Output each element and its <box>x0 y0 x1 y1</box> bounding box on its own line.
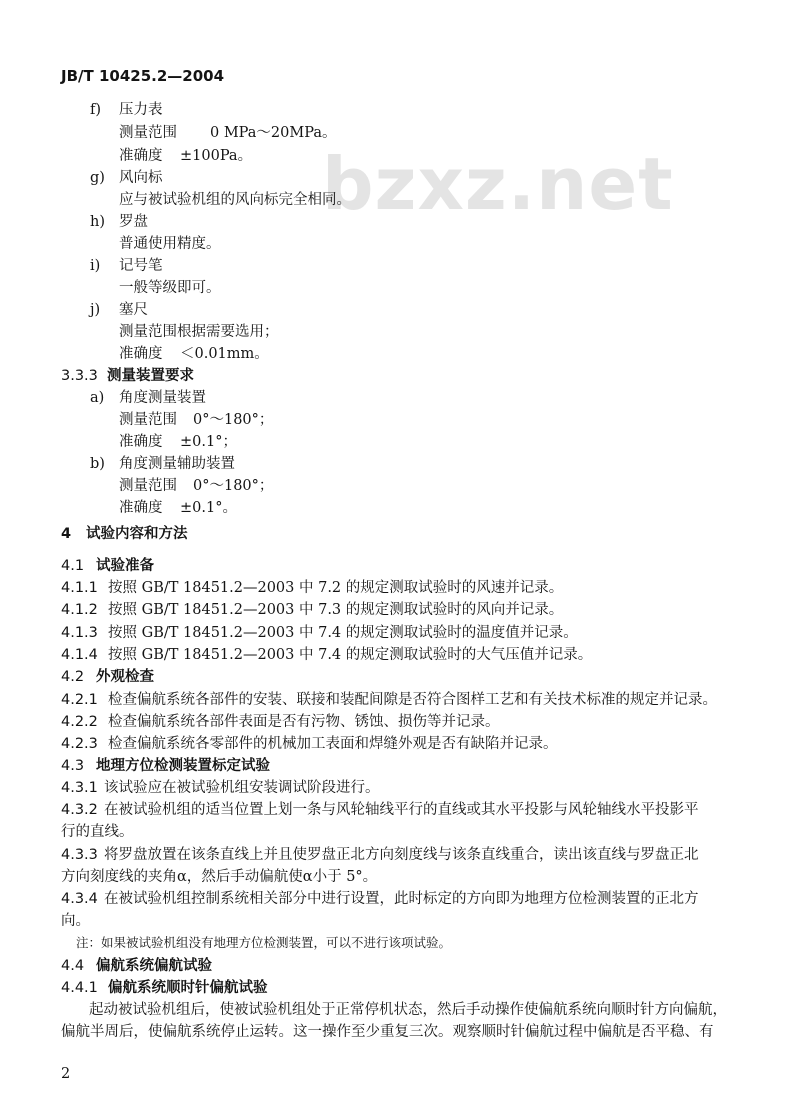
clause-text: 检查偏航系统各部件的安装、联接和装配间隙是否符合图样工艺和有关技术标准的规定并记录。 <box>108 692 717 708</box>
clause-number: 4.1.4 <box>61 647 98 663</box>
list-item-label: g) <box>90 170 105 186</box>
note: 注：如果被试验机组没有地理方位检测装置，可以不进行该项试验。 <box>76 935 452 950</box>
clause-number: 4.2.1 <box>61 692 98 708</box>
list-item-name: 风向标 <box>119 170 163 186</box>
clause-number: 4.1.3 <box>61 625 98 641</box>
list-item-label: i) <box>90 258 101 274</box>
spec-key: 准确度 <box>119 434 163 450</box>
spec-key: 测量范围 <box>119 125 177 141</box>
list-item-label: b) <box>90 456 105 472</box>
clause-text: 按照 GB/T 18451.2—2003 中 7.4 的规定测取试验时的大气压值并记录。 <box>108 647 593 663</box>
spec-text: 一般等级即可。 <box>119 280 221 296</box>
clause-text: 按照 GB/T 18451.2—2003 中 7.4 的规定测取试验时的温度值并记录。 <box>108 625 578 641</box>
clause-number: 4.3.1 <box>61 780 98 796</box>
spec-value: 0 MPa～20MPa。 <box>210 125 337 141</box>
list-item-label: j) <box>90 302 101 318</box>
spec-value: 0°～180°； <box>193 478 274 494</box>
spec-text: 测量范围根据需要选用； <box>119 324 279 340</box>
list-item-name: 罗盘 <box>119 214 148 230</box>
list-item-name: 压力表 <box>119 102 163 118</box>
list-item-name: 塞尺 <box>119 302 148 318</box>
clause-text: 将罗盘放置在该条直线上并且使罗盘正北方向刻度线与该条直线重合，读出该直线与罗盘正北 <box>104 847 699 863</box>
clause-text-continued: 向。 <box>61 913 90 929</box>
page-number: 2 <box>61 1066 71 1082</box>
clause-number: 4.2.3 <box>61 736 98 752</box>
section-title: 偏航系统偏航试验 <box>96 958 212 974</box>
spec-value: ±0.1°。 <box>180 500 237 516</box>
spec-value: 0°～180°； <box>193 412 274 428</box>
clause-number: 4.4.1 <box>61 980 98 996</box>
list-item-name: 角度测量辅助装置 <box>119 456 235 472</box>
clause-number: 4.3.2 <box>61 802 98 818</box>
section-number: 4.3 <box>61 758 85 774</box>
paragraph-line: 偏航半周后，使偏航系统停止运转。这一操作至少重复三次。观察顺时针偏航过程中偏航是否平稳、有 <box>61 1024 714 1040</box>
spec-value: ＜0.01mm。 <box>180 346 269 362</box>
clause-text: 在被试验机组控制系统相关部分中进行设置，此时标定的方向即为地理方位检测装置的正北方 <box>104 891 699 907</box>
list-item-label: a) <box>90 390 105 406</box>
clause-number: 4.3.4 <box>61 891 98 907</box>
list-item-label: h) <box>90 214 105 230</box>
spec-key: 测量范围 <box>119 412 177 428</box>
section-number: 4.4 <box>61 958 85 974</box>
section-title: 测量装置要求 <box>107 368 194 384</box>
spec-key: 准确度 <box>119 148 163 164</box>
clause-number: 4.1.1 <box>61 580 98 596</box>
clause-text: 在被试验机组的适当位置上划一条与风轮轴线平行的直线或其水平投影与风轮轴线水平投影平 <box>104 802 699 818</box>
list-item-label: f) <box>90 102 102 118</box>
spec-key: 准确度 <box>119 500 163 516</box>
spec-value: ±100Pa。 <box>180 148 253 164</box>
section-title: 外观检查 <box>96 669 154 685</box>
section-number: 4.1 <box>61 558 85 574</box>
spec-key: 准确度 <box>119 346 163 362</box>
clause-text-continued: 方向刻度线的夹角α，然后手动偏航使α小于 5°。 <box>61 869 378 885</box>
clause-text: 该试验应在被试验机组安装调试阶段进行。 <box>104 780 380 796</box>
section-title: 地理方位检测装置标定试验 <box>96 758 270 774</box>
list-item-name: 记号笔 <box>119 258 163 274</box>
clause-text-continued: 行的直线。 <box>61 824 134 840</box>
spec-key: 测量范围 <box>119 478 177 494</box>
section-number: 3.3.3 <box>61 368 98 384</box>
chapter-title: 试验内容和方法 <box>86 526 188 542</box>
clause-number: 4.3.3 <box>61 847 98 863</box>
clause-text: 检查偏航系统各零部件的机械加工表面和焊缝外观是否有缺陷并记录。 <box>108 736 558 752</box>
chapter-number: 4 <box>61 526 72 542</box>
spec-value: ±0.1°； <box>180 434 237 450</box>
paragraph-line: 起动被试验机组后，使被试验机组处于正常停机状态，然后手动操作使偏航系统向顺时针方向偏航， <box>89 1002 727 1018</box>
clause-text: 按照 GB/T 18451.2—2003 中 7.2 的规定测取试验时的风速并记录。 <box>108 580 564 596</box>
section-number: 4.2 <box>61 669 85 685</box>
spec-text: 应与被试验机组的风向标完全相同。 <box>119 192 351 208</box>
clause-title: 偏航系统顺时针偏航试验 <box>108 980 268 996</box>
clause-text: 按照 GB/T 18451.2—2003 中 7.3 的规定测取试验时的风向并记录。 <box>108 602 564 618</box>
watermark: bzxz.net <box>322 142 674 226</box>
list-item-name: 角度测量装置 <box>119 390 206 406</box>
clause-text: 检查偏航系统各部件表面是否有污物、锈蚀、损伤等并记录。 <box>108 714 500 730</box>
section-title: 试验准备 <box>96 558 154 574</box>
standard-code-header: JB/T 10425.2—2004 <box>61 67 225 85</box>
clause-number: 4.2.2 <box>61 714 98 730</box>
spec-text: 普通使用精度。 <box>119 236 221 252</box>
clause-number: 4.1.2 <box>61 602 98 618</box>
